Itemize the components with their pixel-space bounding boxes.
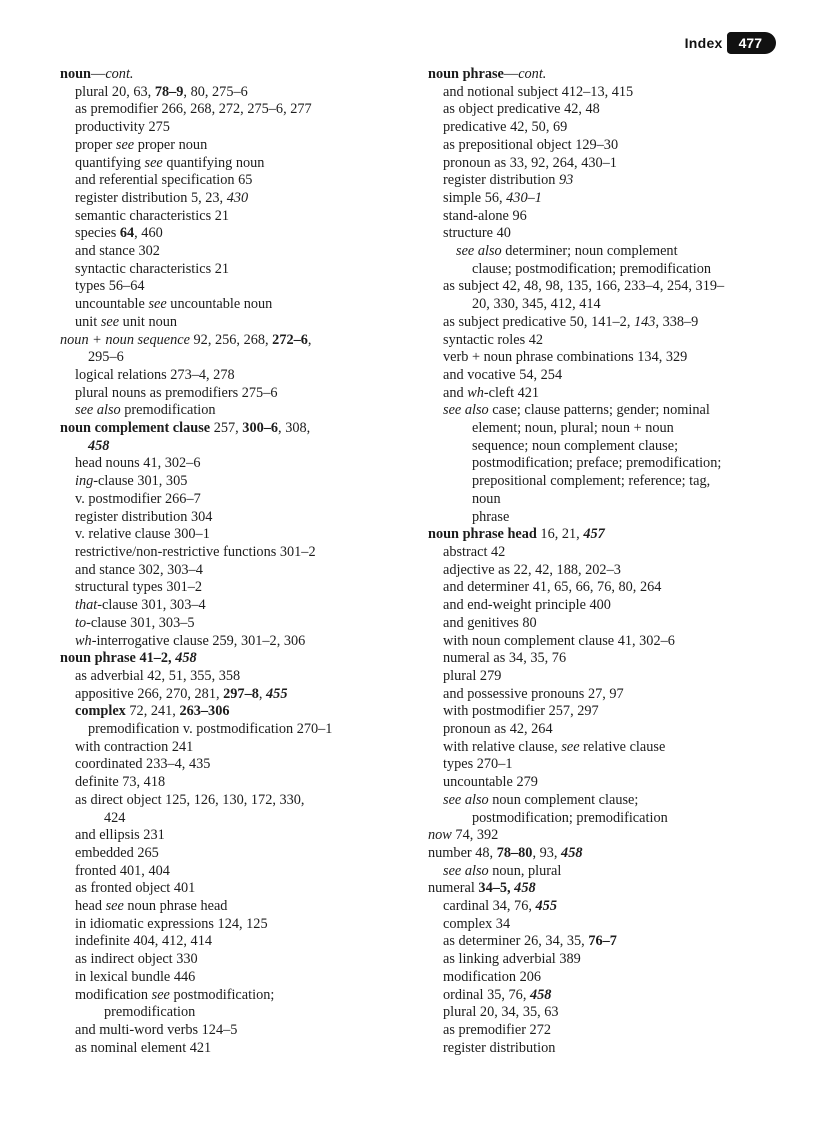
index-subentry (428, 703, 776, 721)
entry-text: types 56–64 (75, 278, 145, 295)
entry-text: uncountable noun (166, 296, 273, 313)
entry-text: that (75, 597, 98, 614)
entry-text: simple 56, (443, 189, 507, 206)
entry-text: — (91, 66, 106, 82)
index-subentry (428, 597, 776, 615)
index-subentry (60, 721, 375, 739)
index-subentry (60, 101, 375, 119)
index-subentry (428, 792, 776, 810)
index-subentry (428, 774, 776, 792)
entry-text: with postmodifier 257, 297 (443, 703, 599, 720)
index-subentry (60, 190, 375, 208)
entry-text: 297–8 (223, 685, 259, 702)
index-subentry (428, 951, 776, 969)
index-subentry (428, 1040, 776, 1058)
entry-text: see also (75, 402, 121, 419)
entry-text: noun, plural (488, 862, 562, 879)
entry-text: 76–7 (588, 933, 617, 950)
entry-text: premodification (104, 1004, 196, 1021)
entry-text: noun complement clause; (488, 791, 639, 808)
entry-text: cardinal 34, 76, (443, 898, 536, 915)
entry-text: coordinated 233–4, 435 (75, 756, 211, 773)
index-subentry (60, 261, 375, 279)
entry-text: number 48, (428, 844, 497, 861)
entry-text: see (561, 738, 580, 755)
entry-text: 455 (266, 685, 288, 702)
entry-text: plural nouns as premodifiers 275–6 (75, 384, 278, 401)
entry-text: determiner; noun complement (501, 243, 678, 260)
entry-text: postmodification; preface; premodification; (472, 455, 722, 472)
index-subentry (60, 155, 375, 173)
index-subentry (428, 633, 776, 651)
entry-text: as adverbial 42, 51, 355, 358 (75, 667, 241, 684)
index-subentry (428, 349, 776, 367)
entry-text: pronoun as 33, 92, 264, 430–1 (443, 154, 617, 171)
entry-text: -clause 301, 303–5 (86, 614, 195, 631)
index-subentry (60, 633, 375, 651)
entry-text: as premodifier 266, 268, 272, 275–6, 277 (75, 101, 312, 118)
index-subentry (60, 402, 375, 420)
index-subentry (60, 1040, 375, 1058)
index-headword-entry (428, 66, 776, 84)
entry-text: see (115, 136, 135, 153)
entry-text: 78–80 (496, 844, 533, 861)
entry-text: see also (443, 862, 489, 879)
entry-text: modification 206 (443, 968, 542, 985)
entry-text: and stance 302 (75, 243, 160, 260)
index-subentry (60, 880, 375, 898)
entry-text: uncountable (75, 296, 149, 313)
entry-text: postmodification; premodification (472, 809, 668, 826)
index-subentry (60, 314, 375, 332)
entry-text: 455 (535, 898, 557, 915)
index-subentry (428, 420, 776, 438)
index-subentry (428, 278, 776, 296)
index-subentry (428, 367, 776, 385)
entry-text: 458 (561, 844, 583, 861)
entry-text: register distribution (443, 172, 559, 189)
entry-text: head nouns 41, 302–6 (75, 455, 201, 472)
index-subentry (60, 845, 375, 863)
index-subentry (60, 544, 375, 562)
index-subentry (428, 544, 776, 562)
index-subentry (60, 455, 375, 473)
entry-text: see (144, 154, 163, 171)
entry-text: premodification (120, 402, 216, 419)
index-headword-entry (428, 526, 776, 544)
entry-text: and determiner 41, 65, 66, 76, 80, 264 (443, 579, 662, 596)
index-subentry (428, 190, 776, 208)
entry-text: see also (443, 791, 489, 808)
index-subentry (428, 1022, 776, 1040)
index-subentry (428, 933, 776, 951)
entry-text: abstract 42 (443, 543, 506, 560)
index-subentry (60, 473, 375, 491)
index-subentry (60, 367, 375, 385)
index-subentry (428, 243, 776, 261)
entry-text: 16, 21, (536, 526, 584, 543)
index-subentry (60, 491, 375, 509)
index-subentry (428, 208, 776, 226)
index-subentry (428, 314, 776, 332)
entry-text: ordinal 35, 76, (443, 986, 530, 1003)
entry-text: phrase (472, 508, 510, 525)
entry-text: cont. (105, 66, 134, 82)
entry-text: uncountable 279 (443, 774, 538, 791)
entry-text: noun (60, 66, 92, 82)
entry-text: numeral (428, 880, 479, 897)
index-headword-entry (428, 880, 776, 898)
entry-text: as direct object 125, 126, 130, 172, 330, (75, 791, 305, 808)
index-subentry (428, 155, 776, 173)
index-subentry (60, 349, 375, 367)
entry-text: productivity 275 (75, 119, 170, 136)
entry-text: as prepositional object 129–30 (443, 136, 619, 153)
entry-text: definite 73, 418 (75, 774, 166, 791)
entry-text: , (258, 685, 267, 702)
entry-text: quantifying noun (162, 154, 265, 171)
entry-text: noun phrase head (123, 898, 228, 915)
entry-text: 143 (633, 313, 656, 330)
entry-text: see (100, 313, 120, 330)
index-subentry (60, 509, 375, 527)
entry-text: 424 (104, 809, 126, 826)
index-subentry (428, 101, 776, 119)
index-subentry (60, 208, 375, 226)
entry-text: -clause 301, 305 (93, 473, 188, 490)
index-subentry (60, 119, 375, 137)
index-subentry (60, 668, 375, 686)
index-subentry (60, 225, 375, 243)
index-subentry (428, 579, 776, 597)
entry-text: noun (472, 490, 501, 507)
entry-text: see (148, 296, 167, 313)
entry-text: premodification v. postmodification 270–1 (88, 721, 333, 738)
entry-text: and multi-word verbs 124–5 (75, 1021, 238, 1038)
header-index-word: Index (684, 35, 723, 51)
entry-text: as premodifier 272 (443, 1021, 551, 1038)
entry-text: as subject 42, 48, 98, 135, 166, 233–4, 254, 319– (443, 278, 725, 295)
entry-text: register distribution 5, 23, (75, 189, 227, 206)
index-subentry (428, 898, 776, 916)
entry-text: semantic characteristics 21 (75, 207, 230, 224)
index-subentry (60, 810, 375, 828)
index-subentry (60, 579, 375, 597)
entry-text: 272–6 (272, 331, 308, 348)
index-subentry (60, 792, 375, 810)
entry-text: plural 20, 63, (75, 83, 155, 100)
entry-text: as subject predicative 50, 141–2, (443, 313, 634, 330)
entry-text: register distribution 304 (75, 508, 213, 525)
index-subentry (60, 296, 375, 314)
entry-text: and stance 302, 303–4 (75, 561, 203, 578)
index-subentry (428, 721, 776, 739)
index-subentry (60, 526, 375, 544)
entry-text: noun phrase 41–2, (60, 650, 176, 667)
index-subentry (428, 84, 776, 102)
index-headword-entry (60, 650, 375, 668)
index-subentry (60, 84, 375, 102)
index-subentry (60, 703, 375, 721)
entry-text: 458 (88, 437, 110, 454)
index-subentry (60, 278, 375, 296)
index-subentry (428, 810, 776, 828)
entry-text: wh (75, 632, 92, 649)
index-subentry (60, 969, 375, 987)
entry-text: -clause 301, 303–4 (97, 597, 206, 614)
index-subentry (428, 385, 776, 403)
index-subentry (60, 385, 375, 403)
entry-text: 295–6 (88, 349, 124, 366)
running-header (685, 32, 776, 54)
entry-text: 20, 330, 345, 412, 414 (472, 296, 601, 313)
entry-text: sequence; noun complement clause; (472, 437, 679, 454)
entry-text: see also (456, 243, 502, 260)
index-subentry (60, 774, 375, 792)
index-subentry (428, 686, 776, 704)
entry-text: noun phrase head (428, 526, 537, 543)
entry-text: 300–6 (242, 420, 279, 437)
entry-text: and notional subject 412–13, 415 (443, 83, 634, 100)
entry-text: now (428, 827, 452, 844)
index-subentry (428, 137, 776, 155)
entry-text: fronted 401, 404 (75, 862, 170, 879)
entry-text: , 80, 275–6 (183, 83, 248, 100)
entry-text: case; clause patterns; gender; nominal (488, 402, 710, 419)
entry-text: complex 34 (443, 915, 511, 932)
index-subentry (428, 863, 776, 881)
index-subentry (428, 969, 776, 987)
entry-text: 458 (529, 986, 552, 1003)
index-subentry (428, 261, 776, 279)
index-subentry (428, 119, 776, 137)
index-column-right (428, 66, 776, 1057)
entry-text: , 93, (532, 844, 562, 861)
entry-text: as fronted object 401 (75, 880, 196, 897)
index-subentry (428, 1004, 776, 1022)
index-subentry (428, 562, 776, 580)
page-number-tab: 477 (727, 32, 776, 54)
entry-text: syntactic roles 42 (443, 331, 544, 348)
entry-text: ing (75, 473, 94, 490)
entry-text: and vocative 54, 254 (443, 366, 563, 383)
entry-text: and ellipsis 231 (75, 827, 165, 844)
index-subentry (428, 455, 776, 473)
index-subentry (428, 916, 776, 934)
entry-text: 458 (175, 650, 197, 667)
entry-text: 72, 241, (125, 703, 180, 720)
entry-text: see (105, 898, 124, 915)
entry-text: , 338–9 (655, 313, 699, 330)
entry-text: see (151, 986, 170, 1003)
index-subentry (428, 438, 776, 456)
index-subentry (60, 686, 375, 704)
index-headword-entry (428, 845, 776, 863)
entry-text: -interrogative clause 259, 301–2, 306 (91, 632, 306, 649)
entry-text: with contraction 241 (75, 738, 194, 755)
index-subentry (60, 863, 375, 881)
entry-text: v. postmodifier 266–7 (75, 490, 201, 507)
entry-text: structural types 301–2 (75, 579, 203, 596)
entry-text: with noun complement clause 41, 302–6 (443, 632, 675, 649)
index-subentry (60, 827, 375, 845)
index-subentry (60, 172, 375, 190)
index-subentry (428, 668, 776, 686)
index-subentry (428, 615, 776, 633)
entry-text: plural 20, 34, 35, 63 (443, 1004, 559, 1021)
entry-text: 74, 392 (451, 827, 499, 844)
entry-text: , (307, 331, 312, 348)
entry-text: embedded 265 (75, 844, 159, 861)
index-subentry (60, 1004, 375, 1022)
entry-text: see also (443, 402, 489, 419)
entry-text: 457 (583, 526, 605, 543)
entry-text: complex (75, 703, 126, 720)
entry-text: pronoun as 42, 264 (443, 721, 553, 738)
entry-text: plural 279 (443, 667, 502, 684)
index-subentry (428, 509, 776, 527)
entry-text: 64 (119, 225, 135, 242)
entry-text: adjective as 22, 42, 188, 202–3 (443, 561, 621, 578)
index-subentry (428, 402, 776, 420)
entry-text: modification (75, 986, 152, 1003)
index-subentry (60, 739, 375, 757)
index-headword-entry (60, 420, 375, 438)
entry-text: relative clause (579, 738, 666, 755)
entry-text: cont. (518, 66, 547, 82)
entry-text: as determiner 26, 34, 35, (443, 933, 589, 950)
index-subentry (60, 562, 375, 580)
index-subentry (60, 898, 375, 916)
entry-text: species (75, 225, 120, 242)
entry-text: element; noun, plural; noun + noun (472, 420, 674, 437)
entry-text: in idiomatic expressions 124, 125 (75, 915, 268, 932)
entry-text: and genitives 80 (443, 614, 537, 631)
index-subentry (60, 597, 375, 615)
entry-text: with relative clause, (443, 738, 562, 755)
entry-text: 92, 256, 268, (189, 331, 273, 348)
entry-text: as linking adverbial 389 (443, 951, 581, 968)
entry-text: logical relations 273–4, 278 (75, 366, 235, 383)
entry-text: unit (75, 313, 101, 330)
entry-text: verb + noun phrase combinations 134, 329 (443, 349, 688, 366)
entry-text: prepositional complement; reference; tag, (472, 473, 711, 490)
entry-text: head (75, 898, 106, 915)
entry-text: unit noun (119, 313, 178, 330)
index-subentry (428, 650, 776, 668)
entry-text: quantifying (75, 154, 145, 171)
entry-text: 34–5, (478, 880, 515, 897)
entry-text: wh (467, 384, 484, 401)
entry-text: and referential specification 65 (75, 172, 253, 189)
entry-text: restrictive/non-restrictive functions 301–2 (75, 543, 316, 560)
index-headword-entry (60, 332, 375, 350)
index-subentry (60, 438, 375, 456)
entry-text: as object predicative 42, 48 (443, 101, 600, 118)
entry-text: -cleft 421 (483, 384, 540, 401)
index-subentry (60, 987, 375, 1005)
entry-text: 78–9 (154, 83, 184, 100)
index-subentry (428, 491, 776, 509)
index-subentry (428, 739, 776, 757)
entry-text: proper noun (134, 136, 208, 153)
entry-text: predicative 42, 50, 69 (443, 119, 568, 136)
index-subentry (428, 225, 776, 243)
entry-text: and possessive pronouns 27, 97 (443, 685, 624, 702)
index-subentry (428, 172, 776, 190)
entry-text: 458 (514, 880, 536, 897)
index-subentry (428, 987, 776, 1005)
index-subentry (60, 756, 375, 774)
entry-text: noun + noun sequence (60, 331, 190, 348)
index-subentry (60, 1022, 375, 1040)
entry-text: 257, (210, 420, 243, 437)
entry-text: 430 (226, 189, 249, 206)
entry-text: noun phrase (428, 66, 504, 82)
index-subentry (60, 243, 375, 261)
entry-text: structure 40 (443, 225, 511, 242)
entry-text: 430–1 (506, 189, 542, 206)
entry-text: , 308, (278, 420, 311, 437)
entry-text: register distribution (443, 1039, 556, 1056)
index-subentry (60, 951, 375, 969)
index-headword-entry (428, 827, 776, 845)
entry-text: noun complement clause (60, 420, 211, 437)
index-subentry (60, 933, 375, 951)
entry-text: types 270–1 (443, 756, 513, 773)
index-subentry (428, 473, 776, 491)
entry-text: and (443, 384, 468, 401)
index-subentry (428, 332, 776, 350)
index-subentry (60, 615, 375, 633)
entry-text: syntactic characteristics 21 (75, 260, 230, 277)
entry-text: , 460 (134, 225, 163, 242)
entry-text: as indirect object 330 (75, 951, 198, 968)
entry-text: v. relative clause 300–1 (75, 526, 210, 543)
index-subentry (60, 137, 375, 155)
entry-text: to (75, 614, 87, 631)
entry-text: — (503, 66, 519, 82)
entry-text: numeral as 34, 35, 76 (443, 650, 567, 667)
entry-text: stand-alone 96 (443, 207, 527, 224)
entry-text: 93 (558, 172, 574, 189)
index-subentry (60, 916, 375, 934)
entry-text: appositive 266, 270, 281, (75, 685, 224, 702)
entry-text: proper (75, 136, 116, 153)
index-subentry (428, 756, 776, 774)
index-column-left (60, 66, 375, 1057)
entry-text: as nominal element 421 (75, 1039, 212, 1056)
entry-text: postmodification; (169, 986, 275, 1003)
entry-text: and end-weight principle 400 (443, 597, 611, 614)
entry-text: indefinite 404, 412, 414 (75, 933, 212, 950)
entry-text: in lexical bundle 446 (75, 968, 196, 985)
entry-text: 263–306 (179, 703, 230, 720)
index-subentry (428, 296, 776, 314)
entry-text: clause; postmodification; premodification (472, 260, 712, 277)
index-headword-entry (60, 66, 375, 84)
